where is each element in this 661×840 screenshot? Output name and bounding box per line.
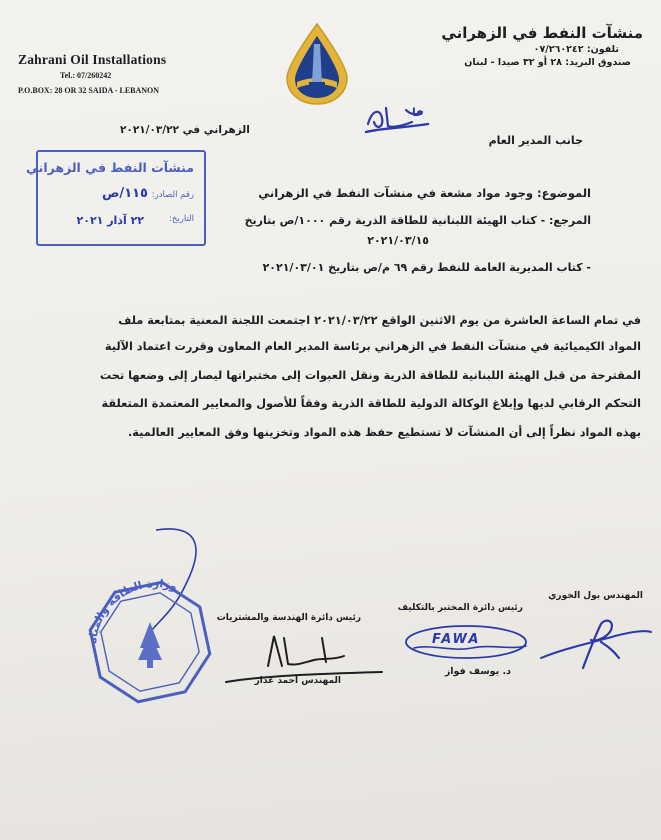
stamp-number-value: ١١٥/ص	[101, 186, 148, 201]
signatory-3-name: المهندس احمد غدار	[254, 676, 341, 686]
body-line: في تمام الساعة العاشرة من يوم الاثنين الواقع ٢٠٢١/٠٣/٢٢ اجتمعت اللجنة المعنية بمتابعة ملف	[118, 314, 641, 327]
registry-stamp	[26, 150, 206, 246]
reference-1-date: ٢٠٢١/٠٣/١٥	[367, 234, 429, 247]
letter-date: الزهراني في ٢٠٢١/٠٣/٢٢	[120, 124, 250, 136]
subject-line: الموضوع: وجود مواد مشعة في منشآت النفط في الزهراني	[258, 186, 591, 200]
stamp-date-label: التاريخ:	[169, 214, 194, 224]
oil-drop-logo-icon	[283, 22, 351, 106]
company-name-ar: منشآت النفط في الزهراني	[441, 24, 643, 42]
body-line: بهذه المواد نظراً إلى أن المنشآت لا تستطيع حفظ هذه المواد وتخزينها وفق المعايير العالمية.	[128, 426, 641, 439]
signature-2-stamp: FAWA	[432, 632, 481, 647]
phone-en: Tel.: 07/260242	[60, 71, 112, 80]
signature-3	[222, 626, 392, 690]
signature-1	[535, 612, 655, 672]
signatory-1-title: المهندس بول الخوري	[548, 591, 643, 601]
stamp-date-value: ٢٢ آذار ٢٠٢١	[76, 214, 144, 227]
addressee: جانب المدير العام	[488, 134, 583, 147]
body-line: التحكم الرقابي لديها وإبلاغ الوكالة الدولية للطاقة الذرية وفقاً للأصول والمعايير المعتمدة المتعلقة	[101, 397, 641, 410]
stamp-number-label: رقم الصادر:	[151, 190, 194, 200]
body-line: المواد الكيميائية في منشآت النفط في الزهراني برئاسة المدير العام المعاون وقررت اعتماد الآلية	[104, 340, 641, 353]
signatory-3-title: رئيس دائرة الهندسة والمشتريات	[216, 613, 361, 623]
annotation-text: عا	[412, 106, 424, 119]
body-line: المقترحة من قبل الهيئة اللبنانية للطاقة الذرية ونقل العبوات إلى مختبراتها ليصار إلى وضعها تحت	[99, 369, 641, 382]
signatory-2-title: رئيس دائرة المختبر بالتكليف	[397, 603, 523, 613]
phone-ar: تلفون: ٠٧/٢٦٠٢٤٢	[533, 44, 619, 55]
stamp-title: منشآت النفط في الزهراني	[26, 160, 194, 175]
reference-1: المرجع: - كتاب الهيئة اللبنانية للطاقة الذرية رقم ١٠٠٠/ص بتاريخ	[244, 214, 591, 227]
pobox-en: P.O.BOX: 28 OR 32 SAIDA - LEBANON	[18, 86, 160, 95]
pobox-ar: صندوق البريد: ٢٨ أو ٣٢ صيدا - لبنان	[464, 57, 631, 68]
handwritten-annotation	[362, 100, 432, 138]
signature-2	[402, 618, 532, 668]
seal-text: وزارة الطاقة والمياه	[85, 577, 179, 645]
signatory-2-name: د. يوسف فواز	[444, 666, 511, 677]
ministry-seal	[56, 524, 236, 724]
company-name-en: Zahrani Oil Installations	[18, 52, 167, 67]
reference-2: - كتاب المديرية العامة للنفط رقم ٦٩ م/ص بتاريخ ٢٠٢١/٠٣/٠١	[262, 261, 591, 274]
